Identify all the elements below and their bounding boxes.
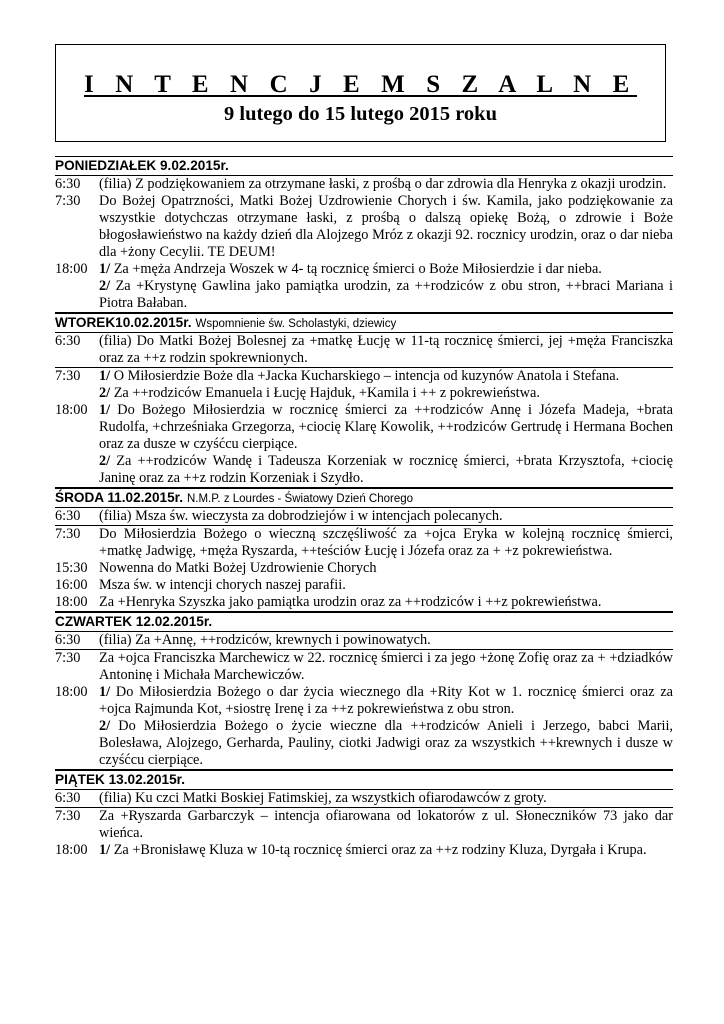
intention-entry	[55, 842, 673, 859]
intention-group	[55, 176, 673, 313]
day-date: WTOREK10.02.2015r.	[55, 315, 192, 330]
mass-time: 6:30	[55, 176, 81, 192]
intention-group	[55, 526, 673, 612]
mass-time: 18:00	[55, 402, 88, 418]
mass-time: 15:30	[55, 560, 88, 576]
intention-entry	[55, 385, 673, 402]
intention-number: 2/	[99, 385, 111, 401]
intention-group	[55, 508, 673, 526]
mass-time: 7:30	[55, 193, 81, 209]
intention-group	[55, 790, 673, 808]
day-date: ŚRODA 11.02.2015r.	[55, 490, 183, 505]
intention-body: Do Bożego Miłosierdzia w rocznicę śmierci za ++rodziców Annę i Józefa Madeja, +brata Rudolfa, +chrześniaka Grzegorza, +ciocię Klarę Kowolik, ++rodziców Gertrudę i Hermana Bochen oraz za dusze w czyśćcu cierpiące.	[99, 402, 673, 452]
intention-text: (filia) Do Matki Bożej Bolesnej za +matkę Łucję w 11-tą rocznicę śmierci, jej +męża Franciszka oraz za ++z rodzin spokrewnionych.	[99, 333, 673, 366]
intention-entry	[55, 333, 673, 367]
page-subtitle: 9 lutego do 15 lutego 2015 roku	[224, 103, 497, 125]
intention-text: Za +Ryszarda Garbarczyk – intencja ofiarowana od lokatorów z ul. Słoneczników 73 jako dar wieńca.	[99, 808, 673, 841]
mass-time: 6:30	[55, 790, 81, 806]
intention-group	[55, 333, 673, 368]
intention-text: (filia) Za +Annę, ++rodziców, krewnych i powinowatych.	[99, 632, 431, 648]
intention-body: Do Miłosierdzia Bożego o życie wieczne dla ++rodziców Anieli i Jerzego, babci Marii, Bolesława, Alojzego, Gerharda, Pauliny, ciotki Jadwigi oraz za wszystkich ++krewnych i dusze w czyśćcu cierpiące.	[99, 718, 674, 768]
intention-entry	[55, 176, 673, 193]
intention-text: Do Miłosierdzia Bożego o wieczną szczęśliwość za +ojca Eryka w kolejną rocznicę śmierci, +matkę Jadwigę, +męża Ryszarda, ++teściów Łucję i Józefa oraz za + +z pokrewieństwa.	[99, 526, 673, 559]
intentions-list	[55, 156, 673, 859]
intention-group	[55, 632, 673, 650]
intention-entry	[55, 453, 673, 487]
day-date: PONIEDZIAŁEK 9.02.2015r.	[55, 158, 229, 173]
day-header	[55, 313, 673, 333]
intention-entry	[55, 560, 673, 577]
mass-time: 18:00	[55, 684, 88, 700]
intention-text	[99, 453, 673, 487]
intention-text	[99, 368, 673, 385]
day-feast: Wspomnienie św. Scholastyki, dziewicy	[195, 318, 397, 330]
mass-time	[55, 718, 99, 769]
mass-time: 18:00	[55, 261, 88, 277]
mass-time: 6:30	[55, 333, 81, 349]
intention-entry	[55, 594, 673, 611]
intention-text: Nowenna do Matki Bożej Uzdrowienie Chorych	[99, 560, 377, 576]
intention-body: O Miłosierdzie Boże dla +Jacka Kucharskiego – intencja od kuzynów Anatola i Stefana.	[113, 368, 620, 384]
day-header	[55, 612, 673, 632]
intention-number: 1/	[99, 368, 111, 384]
day-header	[55, 488, 673, 508]
intention-entry	[55, 632, 673, 649]
mass-time: 7:30	[55, 368, 81, 384]
intention-group	[55, 368, 673, 488]
intention-text: (filia) Z podziękowaniem za otrzymane łaski, z prośbą o dar zdrowia dla Henryka z okazji urodzin.	[99, 176, 667, 192]
mass-time: 16:00	[55, 577, 88, 593]
mass-time: 6:30	[55, 632, 81, 648]
intention-text	[99, 385, 673, 402]
mass-time: 18:00	[55, 594, 88, 610]
intention-text: Za +ojca Franciszka Marchewicz w 22. rocznicę śmierci i za jego +żonę Zofię oraz za + +dziadków Antoninę i Michała Marchewiczów.	[99, 650, 673, 683]
intention-entry	[55, 508, 673, 525]
day-header	[55, 156, 673, 176]
title-box	[55, 44, 666, 142]
intention-text	[99, 842, 673, 859]
intention-body: Za +męża Andrzeja Woszek w 4- tą rocznicę śmierci o Boże Miłosierdzie i dar nieba.	[113, 261, 602, 277]
mass-time: 7:30	[55, 526, 81, 542]
intention-text: Do Bożej Opatrzności, Matki Bożej Uzdrowienie Chorych i św. Kamila, jako podziękowanie za wszystkie dotychczas otrzymane łaski, z prośbą o dalszą opiekę Bożą, o zdrowie i Boże błogosławieństwo na każdy dzień dla Alojzego Mróz z okazji 92. rocznicy urodzin, oraz o dar nieba dla +żony Cecylii. TE DEUM!	[99, 193, 673, 260]
intention-group	[55, 650, 673, 770]
intention-body: Za +Krystynę Gawlina jako pamiątka urodzin, za ++rodziców z obu stron, ++braci Mariana i Piotra Bałaban.	[99, 278, 673, 311]
intention-number: 1/	[99, 261, 111, 277]
intention-body: Za ++rodziców Wandę i Tadeusza Korzeniak w rocznicę śmierci, +brata Krzysztofa, +ciocię Janinę oraz za ++z rodzin Korzeniak i Szydło.	[99, 453, 673, 486]
mass-time	[55, 278, 99, 312]
intention-entry	[55, 577, 673, 594]
mass-time	[55, 453, 99, 487]
intention-entry	[55, 193, 673, 261]
intention-entry	[55, 684, 673, 718]
intention-text	[99, 684, 673, 718]
intention-number: 1/	[99, 684, 111, 700]
intention-entry	[55, 718, 673, 769]
intention-number: 2/	[99, 278, 111, 294]
mass-time	[55, 385, 99, 402]
intention-text: (filia) Ku czci Matki Boskiej Fatimskiej, za wszystkich ofiarodawców z groty.	[99, 790, 547, 806]
intention-text: (filia) Msza św. wieczysta za dobrodziejów i w intencjach polecanych.	[99, 508, 503, 524]
intention-entry	[55, 278, 673, 312]
intention-text: Msza św. w intencji chorych naszej parafii.	[99, 577, 346, 593]
day-date: PIĄTEK 13.02.2015r.	[55, 772, 185, 787]
mass-time: 7:30	[55, 650, 81, 666]
intention-text	[99, 718, 673, 769]
intention-text	[99, 261, 673, 278]
day-header	[55, 770, 673, 790]
intention-entry	[55, 402, 673, 453]
intention-text: Za +Henryka Szyszka jako pamiątka urodzin oraz za ++rodziców i ++z pokrewieństwa.	[99, 594, 602, 610]
intention-text	[99, 278, 673, 312]
mass-time: 18:00	[55, 842, 88, 858]
intention-body: Za +Bronisławę Kluza w 10-tą rocznicę śmierci oraz za ++z rodziny Kluza, Dyrgała i Krupa.	[113, 842, 647, 858]
intention-text	[99, 402, 673, 453]
intention-entry	[55, 790, 673, 807]
intention-number: 2/	[99, 453, 111, 469]
intention-entry	[55, 808, 673, 842]
intention-number: 2/	[99, 718, 111, 734]
page-title: I N T E N C J E M S Z A L N E	[84, 71, 637, 98]
intention-number: 1/	[99, 842, 111, 858]
intention-entry	[55, 261, 673, 278]
intention-entry	[55, 650, 673, 684]
mass-time: 6:30	[55, 508, 81, 524]
day-date: CZWARTEK 12.02.2015r.	[55, 614, 213, 629]
mass-time: 7:30	[55, 808, 81, 824]
day-feast: N.M.P. z Lourdes - Światowy Dzień Chorego	[186, 493, 414, 505]
intention-group	[55, 808, 673, 859]
intention-number: 1/	[99, 402, 111, 418]
intention-body: Do Miłosierdzia Bożego o dar życia wiecznego dla +Rity Kot w 1. rocznicę śmierci oraz za +ojca Rajmunda Kot, +siostrę Irenę i za ++z pokrewieństwa z obu stron.	[99, 684, 674, 717]
intention-entry	[55, 526, 673, 560]
intention-body: Za ++rodziców Emanuela i Łucję Hajduk, +Kamila i ++ z pokrewieństwa.	[113, 385, 540, 401]
intention-entry	[55, 368, 673, 385]
